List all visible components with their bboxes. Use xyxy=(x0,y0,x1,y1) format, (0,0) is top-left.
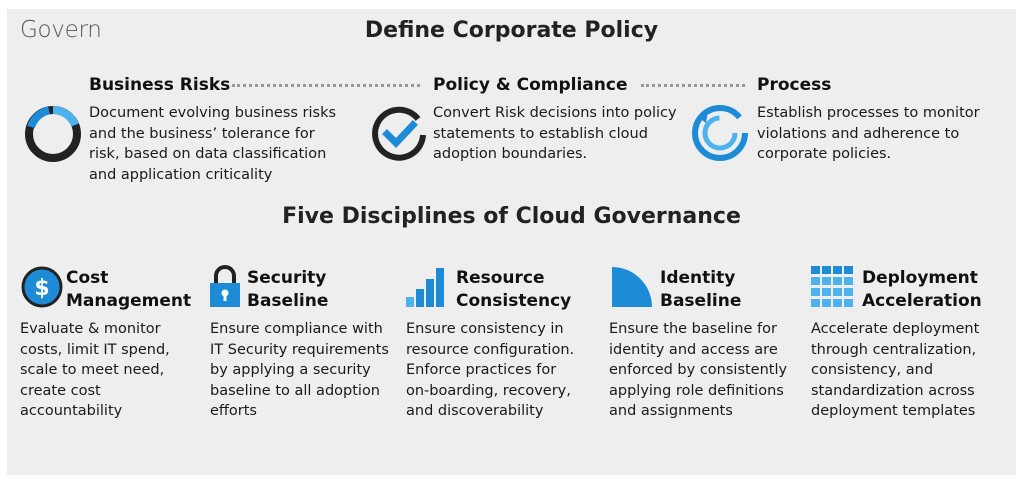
discipline-title-resource: Resource Consistency xyxy=(456,268,572,311)
svg-text:$: $ xyxy=(34,276,50,301)
lock-icon xyxy=(208,265,242,309)
step-title-business-risks: Business Risks xyxy=(89,75,231,95)
quarter-circle-icon xyxy=(610,265,654,309)
step-title-policy-compliance: Policy & Compliance xyxy=(433,75,628,95)
dollar-coin-icon xyxy=(20,265,64,309)
page-title: Define Corporate Policy xyxy=(364,18,659,43)
step-desc-business-risks: Document evolving business risks and the business’ tolerance for risk, based on data classification and application criticality xyxy=(89,105,337,183)
connector-dots xyxy=(232,84,420,87)
step-title-process: Process xyxy=(757,75,832,95)
discipline-title-cost: Cost Management xyxy=(66,268,192,311)
discipline-title-identity: Identity Baseline xyxy=(660,268,742,311)
bar-chart-icon xyxy=(404,265,448,309)
step-desc-policy-compliance: Convert Risk decisions into policy statements to establish cloud adoption boundaries. xyxy=(433,105,677,162)
disciplines-title: Five Disciplines of Cloud Governance xyxy=(282,204,741,229)
check-circle-icon xyxy=(370,105,428,163)
discipline-desc-deployment: Accelerate deployment through centralization, consistency, and standardization across deployment templates xyxy=(811,321,980,419)
govern-label: Govern xyxy=(20,17,102,43)
grid-icon xyxy=(811,266,855,308)
cycle-icon xyxy=(690,103,750,163)
connector-dots xyxy=(641,84,745,87)
discipline-desc-identity: Ensure the baseline for identity and access are enforced by consistently applying role definitions and assignments xyxy=(609,321,788,419)
ring-progress-icon xyxy=(24,105,82,163)
discipline-desc-cost: Evaluate & monitor costs, limit IT spend, scale to meet need, create cost accountability xyxy=(20,321,170,419)
discipline-desc-resource: Ensure consistency in resource configuration. Enforce practices for on-boarding, recovery, and discoverability xyxy=(406,321,575,419)
discipline-title-security: Security Baseline xyxy=(247,268,329,311)
discipline-title-deployment: Deployment Acceleration xyxy=(862,268,982,311)
step-desc-process: Establish processes to monitor violations and adherence to corporate policies. xyxy=(757,105,980,162)
discipline-desc-security: Ensure compliance with IT Security requirements by applying a security baseline to all adoption efforts xyxy=(210,321,389,419)
